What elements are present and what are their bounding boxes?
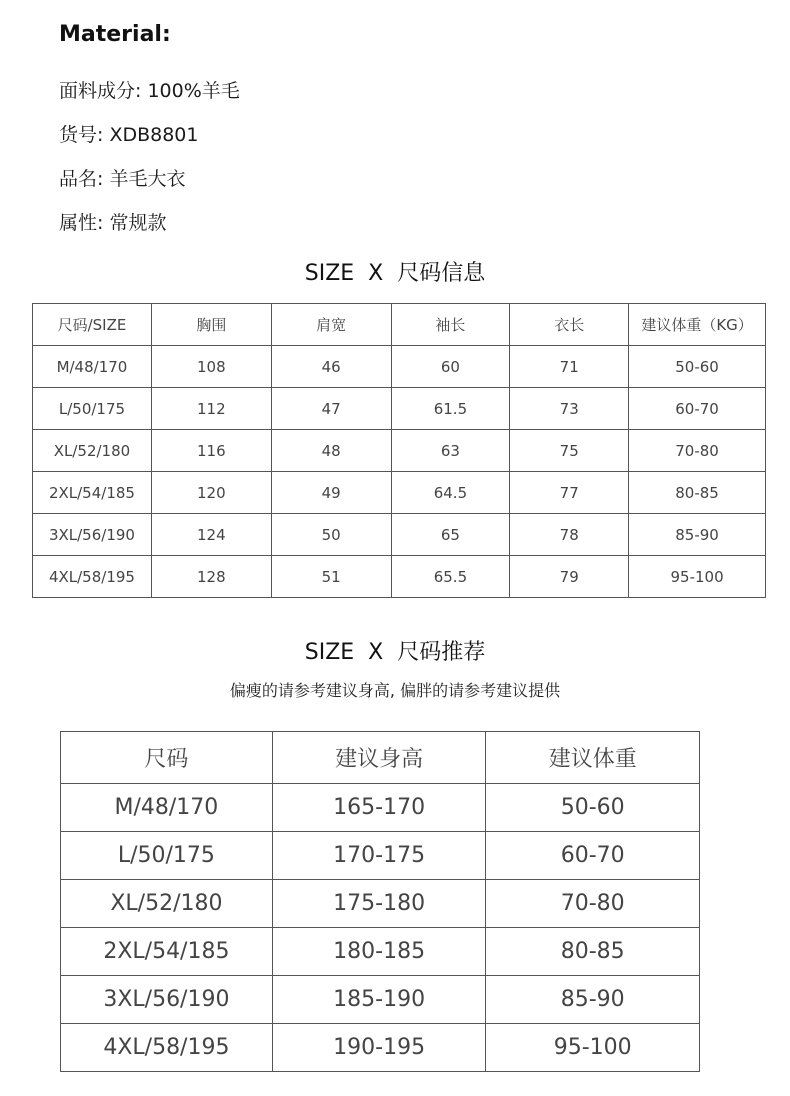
- size-info-title: [0, 256, 790, 287]
- size-rec-cell: 2XL/54/185: [61, 928, 273, 976]
- size-info-cell: 116: [151, 430, 271, 472]
- size-info-header-cell: 衣长: [510, 304, 629, 346]
- size-rec-row: [61, 784, 700, 832]
- size-info-cell: 80-85: [629, 472, 766, 514]
- size-info-cell: 61.5: [391, 388, 510, 430]
- size-rec-cell: 3XL/56/190: [61, 976, 273, 1024]
- size-rec-cell: M/48/170: [61, 784, 273, 832]
- spec-attribute: 属性: 常规款: [59, 212, 167, 234]
- size-rec-header-cell: 尺码: [61, 732, 273, 784]
- size-info-cell: 95-100: [629, 556, 766, 598]
- size-rec-title: [0, 635, 790, 666]
- size-info-cell: 46: [271, 346, 391, 388]
- size-info-header-cell: 肩宽: [271, 304, 391, 346]
- size-rec-row: [61, 1024, 700, 1072]
- size-info-cell: 75: [510, 430, 629, 472]
- spec-fabric: 面料成分: 100%羊毛: [59, 80, 240, 102]
- size-info-cell: 71: [510, 346, 629, 388]
- size-info-cell: 60-70: [629, 388, 766, 430]
- size-info-cell: 64.5: [391, 472, 510, 514]
- size-info-cell: 48: [271, 430, 391, 472]
- size-info-cell: 112: [151, 388, 271, 430]
- size-rec-cell: 185-190: [272, 976, 486, 1024]
- size-info-cell: 128: [151, 556, 271, 598]
- size-info-header-cell: 袖长: [391, 304, 510, 346]
- size-info-cell: 124: [151, 514, 271, 556]
- size-info-cell: 3XL/56/190: [33, 514, 152, 556]
- size-info-cell: 63: [391, 430, 510, 472]
- size-info-row: [33, 430, 766, 472]
- size-rec-cell: 4XL/58/195: [61, 1024, 273, 1072]
- size-info-title-left: SIZE: [304, 261, 355, 286]
- size-info-header-cell: 胸围: [151, 304, 271, 346]
- size-info-cell: 60: [391, 346, 510, 388]
- spec-item-number: 货号: XDB8801: [59, 124, 199, 146]
- size-info-row: [33, 472, 766, 514]
- size-info-cell: XL/52/180: [33, 430, 152, 472]
- size-rec-row: [61, 880, 700, 928]
- size-rec-cell: 95-100: [486, 1024, 700, 1072]
- size-info-cell: 49: [271, 472, 391, 514]
- size-rec-header-row: [61, 732, 700, 784]
- size-info-title-right: 尺码信息: [397, 261, 486, 286]
- size-info-cell: 65.5: [391, 556, 510, 598]
- size-rec-title-right: 尺码推荐: [397, 640, 486, 665]
- size-info-cell: 78: [510, 514, 629, 556]
- size-rec-cell: 175-180: [272, 880, 486, 928]
- size-info-header-row: [33, 304, 766, 346]
- size-rec-cell: 60-70: [486, 832, 700, 880]
- size-rec-row: [61, 976, 700, 1024]
- size-rec-cell: 165-170: [272, 784, 486, 832]
- size-info-cell: 50: [271, 514, 391, 556]
- size-info-row: [33, 556, 766, 598]
- size-info-cell: 70-80: [629, 430, 766, 472]
- size-rec-title-x: X: [368, 640, 384, 665]
- size-info-cell: L/50/175: [33, 388, 152, 430]
- size-info-cell: 85-90: [629, 514, 766, 556]
- size-rec-cell: 85-90: [486, 976, 700, 1024]
- size-rec-cell: XL/52/180: [61, 880, 273, 928]
- size-info-title-x: X: [368, 261, 384, 286]
- size-info-table: [32, 303, 766, 598]
- size-rec-header-cell: 建议身高: [272, 732, 486, 784]
- size-rec-note: 偏瘦的请参考建议身高, 偏胖的请参考建议提供: [229, 681, 561, 700]
- size-info-row: [33, 514, 766, 556]
- size-info-cell: 65: [391, 514, 510, 556]
- size-info-header-cell: 尺码/SIZE: [33, 304, 152, 346]
- material-title: Material:: [59, 22, 171, 47]
- size-rec-cell: 190-195: [272, 1024, 486, 1072]
- size-info-cell: 73: [510, 388, 629, 430]
- size-rec-title-left: SIZE: [304, 640, 355, 665]
- size-rec-cell: 180-185: [272, 928, 486, 976]
- size-info-cell: 51: [271, 556, 391, 598]
- size-info-cell: 50-60: [629, 346, 766, 388]
- spec-product-name: 品名: 羊毛大衣: [59, 168, 186, 190]
- size-rec-row: [61, 928, 700, 976]
- size-info-header-cell: 建议体重（KG）: [629, 304, 766, 346]
- size-rec-cell: L/50/175: [61, 832, 273, 880]
- size-info-row: [33, 388, 766, 430]
- size-rec-row: [61, 832, 700, 880]
- size-info-cell: 4XL/58/195: [33, 556, 152, 598]
- size-info-row: [33, 346, 766, 388]
- size-info-cell: 79: [510, 556, 629, 598]
- size-rec-cell: 50-60: [486, 784, 700, 832]
- size-rec-table: [60, 731, 700, 1072]
- size-info-cell: 47: [271, 388, 391, 430]
- size-info-cell: 120: [151, 472, 271, 514]
- size-rec-cell: 70-80: [486, 880, 700, 928]
- size-rec-cell: 80-85: [486, 928, 700, 976]
- size-rec-header-cell: 建议体重: [486, 732, 700, 784]
- size-info-cell: 108: [151, 346, 271, 388]
- size-info-cell: 2XL/54/185: [33, 472, 152, 514]
- size-info-cell: M/48/170: [33, 346, 152, 388]
- size-info-cell: 77: [510, 472, 629, 514]
- size-rec-cell: 170-175: [272, 832, 486, 880]
